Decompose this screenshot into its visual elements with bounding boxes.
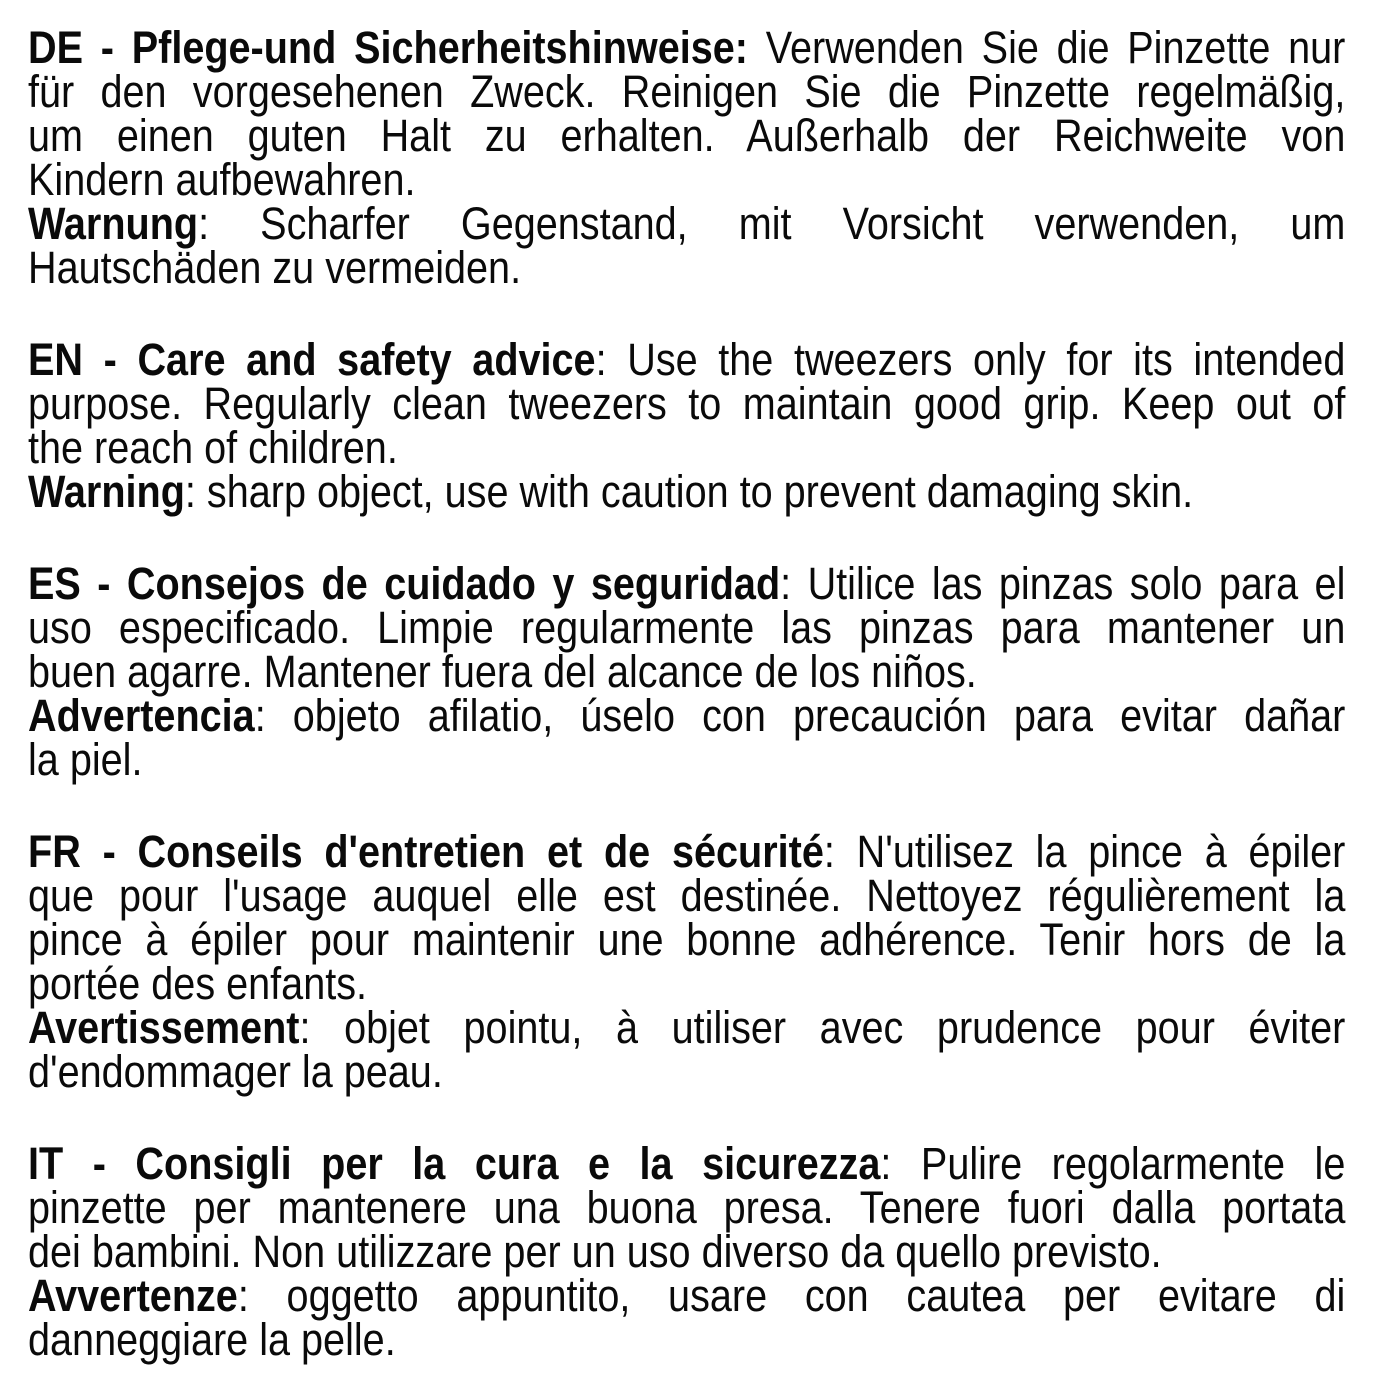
text-line — [28, 1270, 1346, 1321]
text-line — [28, 870, 1346, 921]
text-run: d'endommager la peau. — [28, 1046, 443, 1097]
text-line — [28, 1138, 1346, 1189]
text-line — [28, 1002, 1346, 1053]
text-run: danneggiare la pelle. — [28, 1314, 396, 1365]
text-line — [28, 198, 1346, 249]
text-run: purpose. Regularly clean tweezers to maintain good grip. Keep out of — [28, 378, 1346, 429]
text-run: : Pulire regolarmente le — [880, 1138, 1346, 1189]
text-line — [28, 66, 1346, 117]
text-run: : objeto afilatio, úselo con precaución para evitar dañar — [254, 690, 1346, 741]
text-run: für den vorgesehenen Zweck. Reinigen Sie die Pinzette regelmäßig, — [28, 66, 1346, 117]
text-line — [28, 242, 1345, 293]
text-run: : Use the tweezers only for its intended — [595, 334, 1346, 385]
text-run: dei bambini. Non utilizzare per un uso diverso da quello previsto. — [28, 1226, 1162, 1277]
bold-text-run: Avvertenze — [28, 1270, 238, 1321]
text-line — [28, 958, 1345, 1009]
text-run: pince à épiler pour maintenir une bonne adhérence. Tenir hors de la — [28, 914, 1346, 965]
text-run: pinzette per mantenere una buona presa. Tenere fuori dalla portata — [28, 1182, 1346, 1233]
text-run: uso especificado. Limpie regularmente las pinzas para mantener un — [28, 602, 1346, 653]
text-line — [28, 110, 1346, 161]
text-line — [28, 558, 1346, 609]
text-line — [28, 602, 1346, 653]
text-line — [28, 422, 1345, 473]
text-line — [28, 914, 1346, 965]
section-it — [28, 1138, 1346, 1365]
text-run: the reach of children. — [28, 422, 398, 473]
text-run: : Scharfer Gegenstand, mit Vorsicht verwenden, um — [198, 198, 1346, 249]
section-es — [28, 558, 1346, 785]
text-line — [28, 1314, 1345, 1365]
section-en — [28, 334, 1346, 517]
text-run: portée des enfants. — [28, 958, 368, 1009]
bold-text-run: EN - Care and safety advice — [28, 334, 596, 385]
bold-text-run: ES - Consejos de cuidado y seguridad — [28, 558, 781, 609]
text-run: : Utilice las pinzas solo para el — [780, 558, 1346, 609]
bold-text-run: IT - Consigli per la cura e la sicurezza — [28, 1138, 881, 1189]
text-line — [28, 22, 1346, 73]
text-line — [28, 378, 1346, 429]
text-run: : oggetto appuntito, usare con cautea per evitare di — [237, 1270, 1346, 1321]
text-run: : N'utilisez la pince à épiler — [823, 826, 1346, 877]
care-safety-document — [28, 22, 1346, 1365]
text-line — [28, 734, 1345, 785]
text-line — [28, 1182, 1346, 1233]
bold-text-run: FR - Conseils d'entretien et de sécurité — [28, 826, 824, 877]
text-run: Verwenden Sie die Pinzette nur — [748, 22, 1346, 73]
bold-text-run: DE - Pflege-und Sicherheitshinweise: — [28, 22, 749, 73]
bold-text-run: Advertencia — [28, 690, 255, 741]
text-run: : sharp object, use with caution to prevent damaging skin. — [184, 466, 1194, 517]
text-run: Kindern aufbewahren. — [28, 154, 416, 205]
text-line — [28, 1046, 1345, 1097]
text-line — [28, 334, 1346, 385]
section-de — [28, 22, 1346, 293]
text-run: : objet pointu, à utiliser avec prudence pour éviter — [299, 1002, 1346, 1053]
text-run: que pour l'usage auquel elle est destinée. Nettoyez régulièrement la — [28, 870, 1346, 921]
text-line — [28, 154, 1345, 205]
text-line — [28, 690, 1346, 741]
text-line — [28, 1226, 1345, 1277]
section-fr — [28, 826, 1346, 1097]
text-line — [28, 826, 1346, 877]
bold-text-run: Avertissement — [28, 1002, 300, 1053]
text-line — [28, 466, 1345, 517]
bold-text-run: Warning — [28, 466, 185, 517]
text-run: Hautschäden zu vermeiden. — [28, 242, 522, 293]
text-line — [28, 646, 1345, 697]
bold-text-run: Warnung — [28, 198, 199, 249]
text-run: um einen guten Halt zu erhalten. Außerhalb der Reichweite von — [28, 110, 1346, 161]
text-run: la piel. — [28, 734, 143, 785]
text-run: buen agarre. Mantener fuera del alcance de los niños. — [28, 646, 977, 697]
